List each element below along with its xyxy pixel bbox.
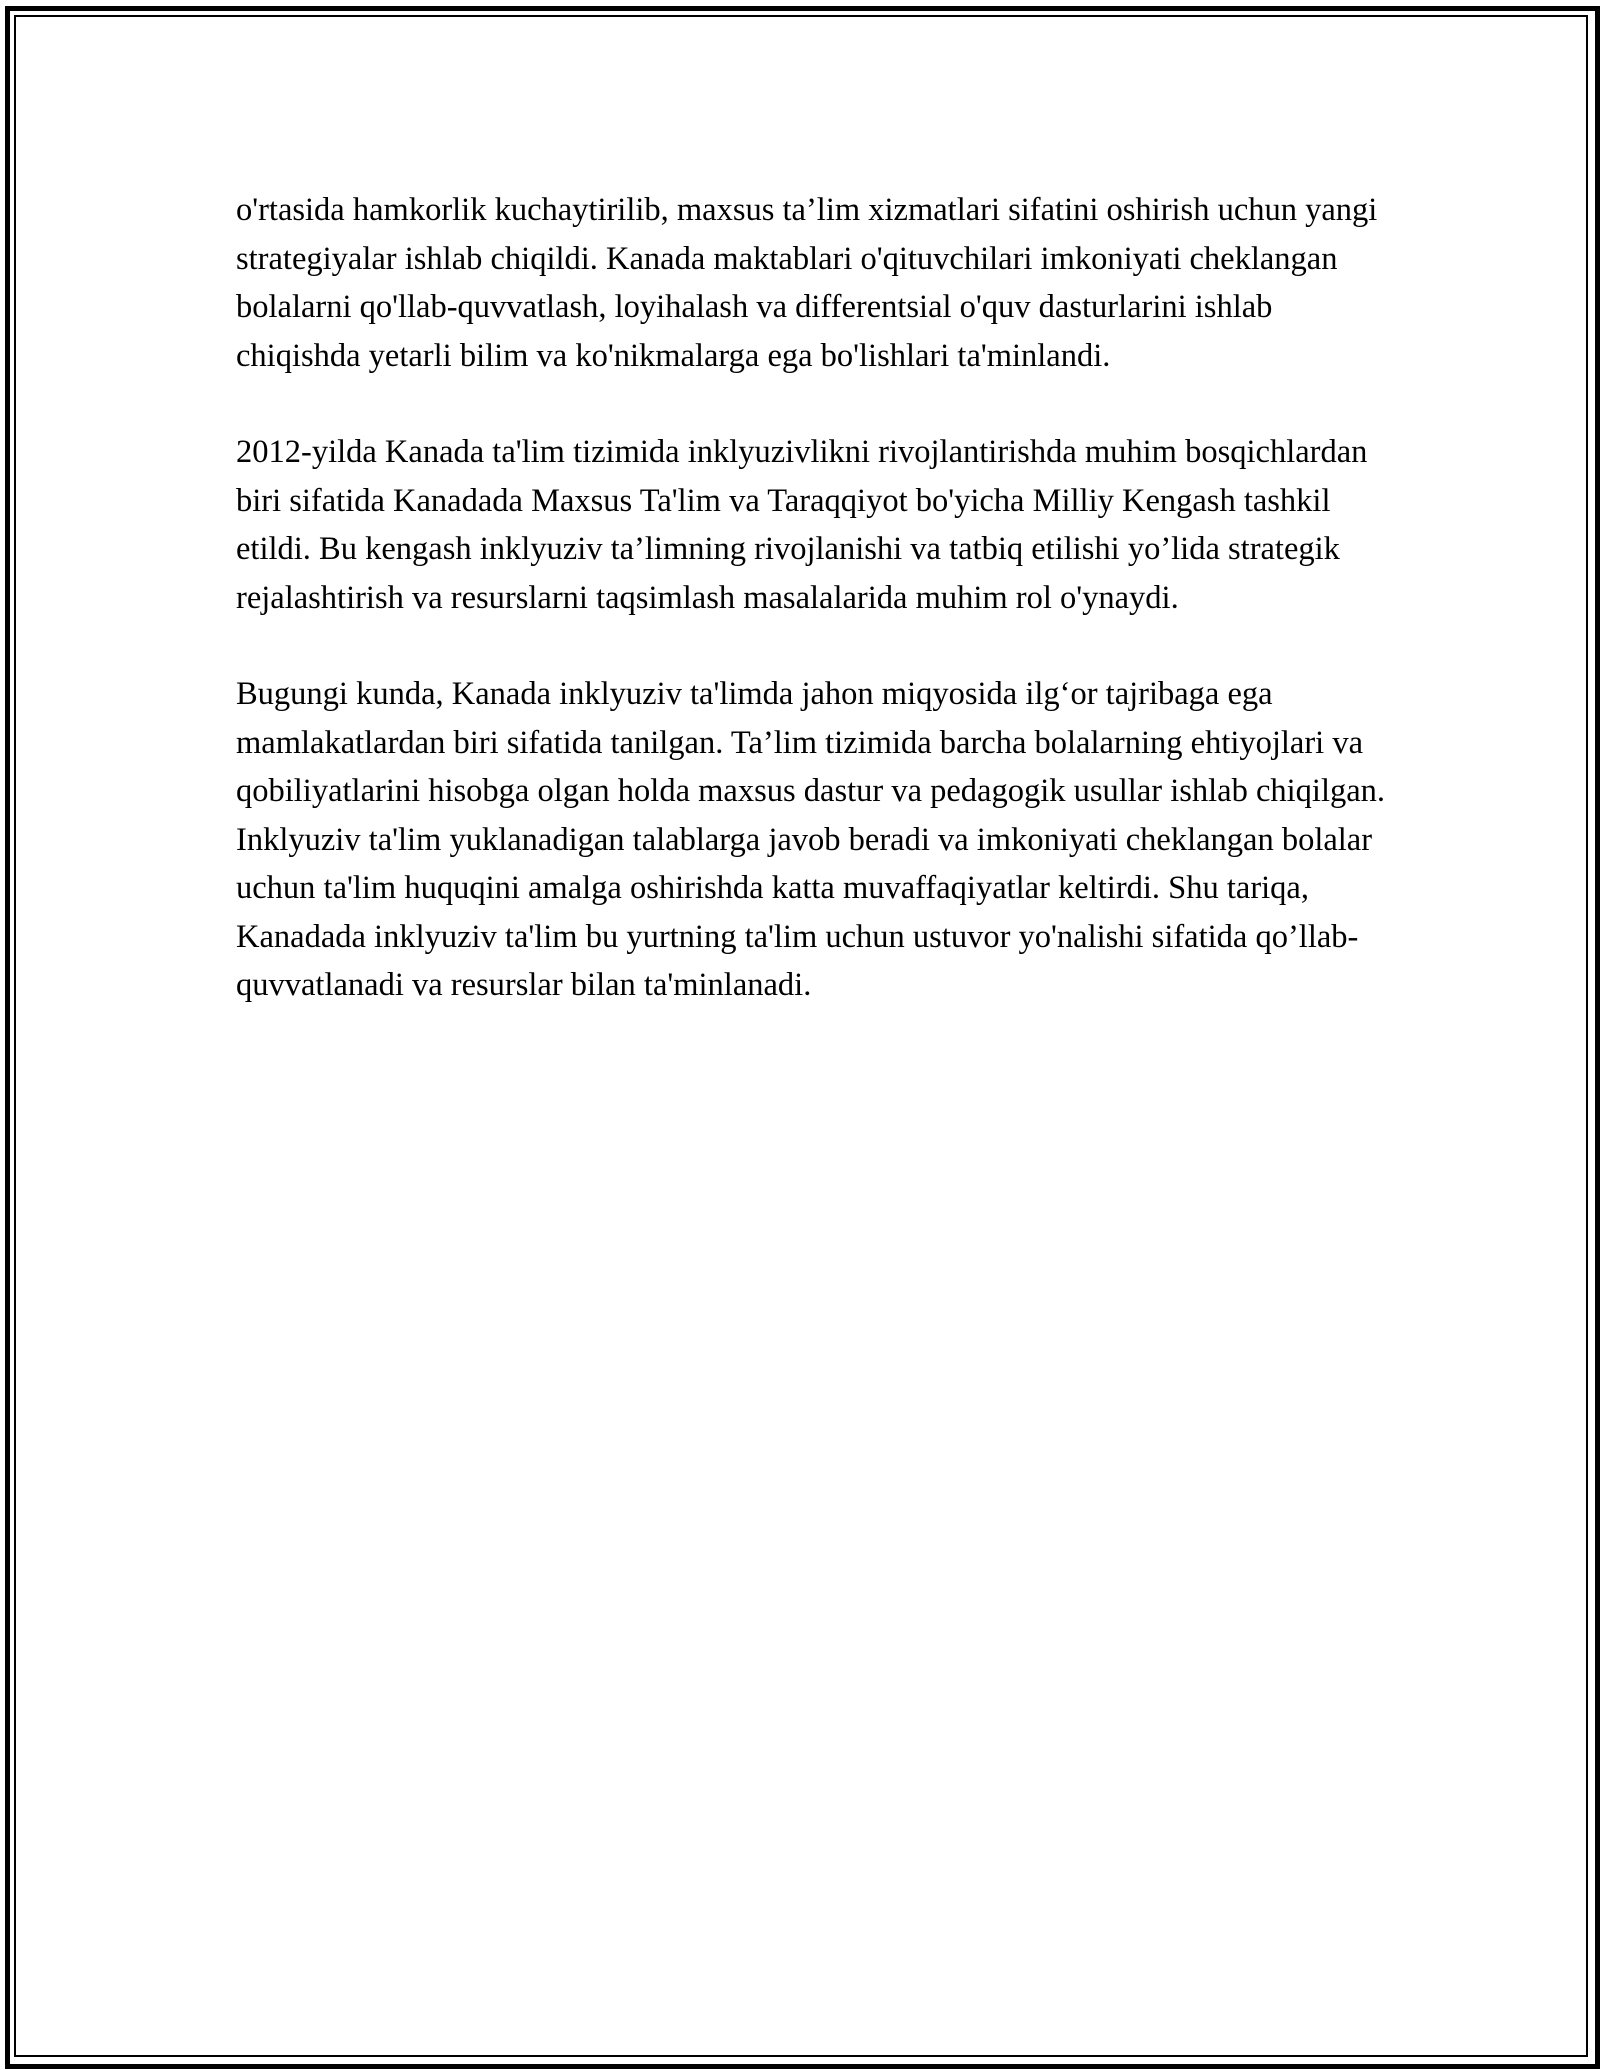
paragraph-1: o'rtasida hamkorlik kuchaytirilib, maxsus ta’lim xizmatlari sifatini oshirish uchun yangi strategiyalar ishlab chiqildi. Kanada maktablari o'qituvchilari imkoniyati cheklangan bolalarni qo'llab-quvvatlash, loyihalash va differentsial o'quv dasturlarini ishlab chiqishda yetarli bilim va ko'nikmalarga ega bo'lishlari ta'minlandi.: [236, 192, 1378, 374]
paragraph-2: 2012-yilda Kanada ta'lim tizimida inklyuzivlikni rivojlantirishda muhim bosqichlardan biri sifatida Kanadada Maxsus Ta'lim va Taraqqiyot bo'yicha Milliy Kengash tashkil etildi. Bu kengash inklyuziv ta’limning rivojlanishi va tatbiq etilishi yo’lida strategik rejalashtirish va resurslarni taqsimlash masalalarida muhim rol o'ynaydi.: [236, 434, 1368, 616]
paragraph-3: Bugungi kunda, Kanada inklyuziv ta'limda jahon miqyosida ilg‘or tajribaga ega mamlakatlardan biri sifatida tanilgan. Ta’lim tizimida barcha bolalarning ehtiyojlari va qobiliyatlarini hisobga olgan holda maxsus dastur va pedagogik usullar ishlab chiqilgan. Inklyuziv ta'lim yuklanadigan talablarga javob beradi va imkoniyati cheklangan bolalar uchun ta'lim huquqini amalga oshirishda katta muvaffaqiyatlar keltirdi. Shu tariqa, Kanadada inklyuziv ta'lim bu yurtning ta'lim uchun ustuvor yo'nalishi sifatida qo’llab-quvvatlanadi va resurslar bilan ta'minlanadi.: [236, 676, 1386, 1003]
document-body: [236, 186, 1396, 1058]
